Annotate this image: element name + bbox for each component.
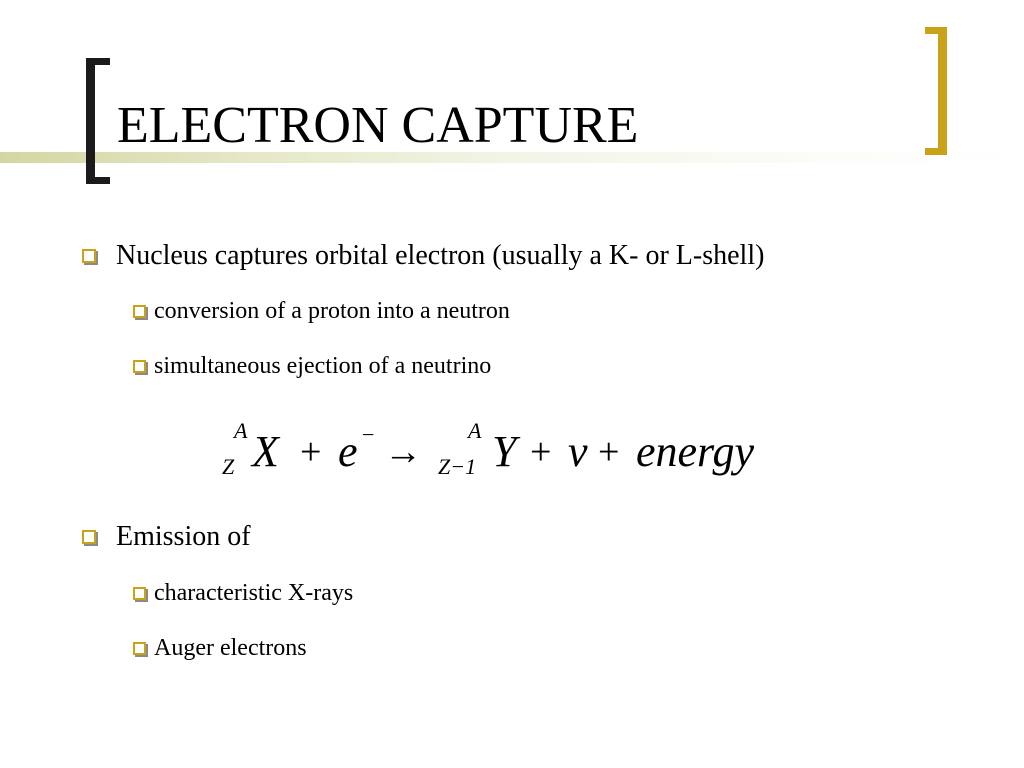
daughter-mass-number: A bbox=[468, 418, 482, 443]
plus-sign: + bbox=[300, 431, 322, 473]
slide-title: ELECTRON CAPTURE bbox=[117, 97, 639, 154]
checkbox-square-icon bbox=[133, 360, 146, 373]
checkbox-square-icon bbox=[133, 305, 146, 318]
bullet-text: Nucleus captures orbital electron (usually a K- or L-shell) bbox=[116, 240, 765, 271]
electron-capture-equation bbox=[222, 418, 782, 482]
sub-bullet-item bbox=[133, 350, 491, 382]
sub-bullet-text: characteristic X-rays bbox=[154, 579, 354, 606]
sub-bullet-text: Auger electrons bbox=[154, 634, 307, 661]
sub-bullet-item bbox=[133, 632, 307, 664]
reaction-arrow: → bbox=[384, 431, 422, 473]
bullet-item bbox=[82, 519, 251, 555]
bullet-text: Emission of bbox=[116, 521, 251, 552]
checkbox-square-icon bbox=[82, 530, 96, 544]
right-bracket-decoration bbox=[925, 27, 947, 155]
parent-atomic-number: Z bbox=[222, 454, 235, 479]
electron-symbol: e bbox=[338, 427, 358, 476]
parent-symbol: X bbox=[252, 427, 279, 476]
checkbox-square-icon bbox=[82, 249, 96, 263]
sub-bullet-item bbox=[133, 295, 510, 327]
bullet-item bbox=[82, 238, 764, 274]
plus-sign: + bbox=[598, 431, 620, 473]
plus-sign: + bbox=[530, 431, 552, 473]
sub-bullet-text: conversion of a proton into a neutron bbox=[154, 297, 510, 324]
energy-term: energy bbox=[636, 427, 755, 476]
sub-bullet-text: simultaneous ejection of a neutrino bbox=[154, 352, 492, 379]
daughter-atomic-number: Z−1 bbox=[438, 454, 477, 479]
checkbox-square-icon bbox=[133, 587, 146, 600]
electron-charge: − bbox=[362, 422, 375, 447]
checkbox-square-icon bbox=[133, 642, 146, 655]
left-bracket-decoration bbox=[86, 58, 110, 184]
parent-mass-number: A bbox=[234, 418, 248, 443]
sub-bullet-item bbox=[133, 577, 353, 609]
daughter-symbol: Y bbox=[492, 427, 517, 476]
neutrino-symbol: v bbox=[568, 427, 588, 476]
